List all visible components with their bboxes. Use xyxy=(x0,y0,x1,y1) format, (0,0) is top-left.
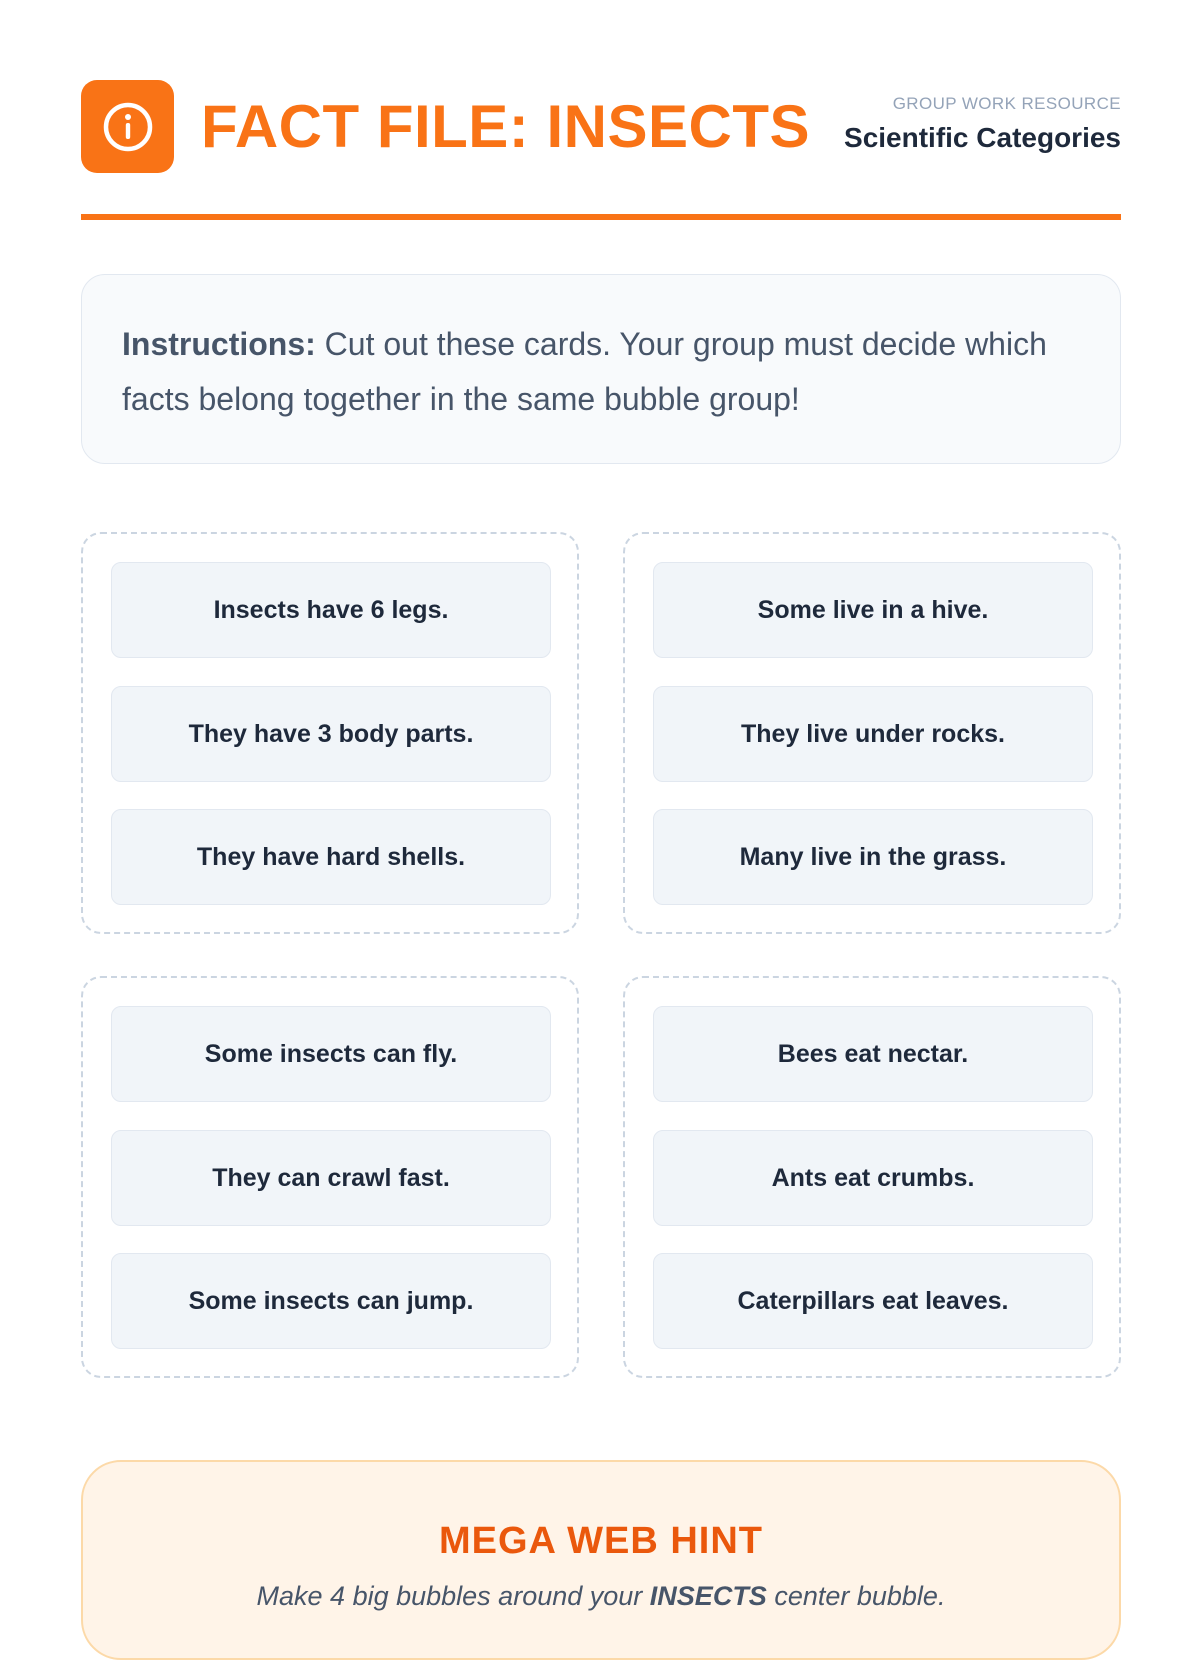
card-group-4 xyxy=(623,976,1121,1378)
hint-title: MEGA WEB HINT xyxy=(438,1520,763,1562)
fact-card: Insects have 6 legs. xyxy=(111,562,551,658)
fact-card: Some insects can jump. xyxy=(111,1253,551,1349)
page-subtitle: Scientific Categories xyxy=(844,122,1121,153)
fact-card: Caterpillars eat leaves. xyxy=(653,1253,1093,1349)
fact-card: They live under rocks. xyxy=(653,686,1093,782)
resource-label: GROUP WORK RESOURCE xyxy=(892,94,1121,113)
fact-card: Many live in the grass. xyxy=(653,809,1093,905)
fact-card: They have hard shells. xyxy=(111,809,551,905)
fact-card: They have 3 body parts. xyxy=(111,686,551,782)
instructions-label: Instructions: xyxy=(122,326,316,362)
header xyxy=(81,80,1121,174)
info-badge xyxy=(81,80,174,173)
fact-card: They can crawl fast. xyxy=(111,1130,551,1226)
instructions-text: Cut out these cards. Your group must decide which facts belong together in the same bubble group! xyxy=(122,326,1047,417)
hint-text xyxy=(83,1581,1119,1612)
card-group-3 xyxy=(81,976,579,1378)
hint-text-start: Make 4 big bubbles around your xyxy=(256,1581,650,1611)
header-divider xyxy=(81,214,1121,220)
fact-card: Some live in a hive. xyxy=(653,562,1093,658)
card-group-1 xyxy=(81,532,579,934)
fact-card: Ants eat crumbs. xyxy=(653,1130,1093,1226)
hint-box xyxy=(81,1460,1121,1660)
hint-text-strong: INSECTS xyxy=(649,1581,767,1611)
fact-card: Some insects can fly. xyxy=(111,1006,551,1102)
info-icon xyxy=(101,100,155,154)
instructions-box xyxy=(81,274,1121,464)
fact-card: Bees eat nectar. xyxy=(653,1006,1093,1102)
card-group-2 xyxy=(623,532,1121,934)
page-title: FACT FILE: INSECTS xyxy=(201,93,810,160)
hint-text-end: center bubble. xyxy=(766,1581,946,1611)
